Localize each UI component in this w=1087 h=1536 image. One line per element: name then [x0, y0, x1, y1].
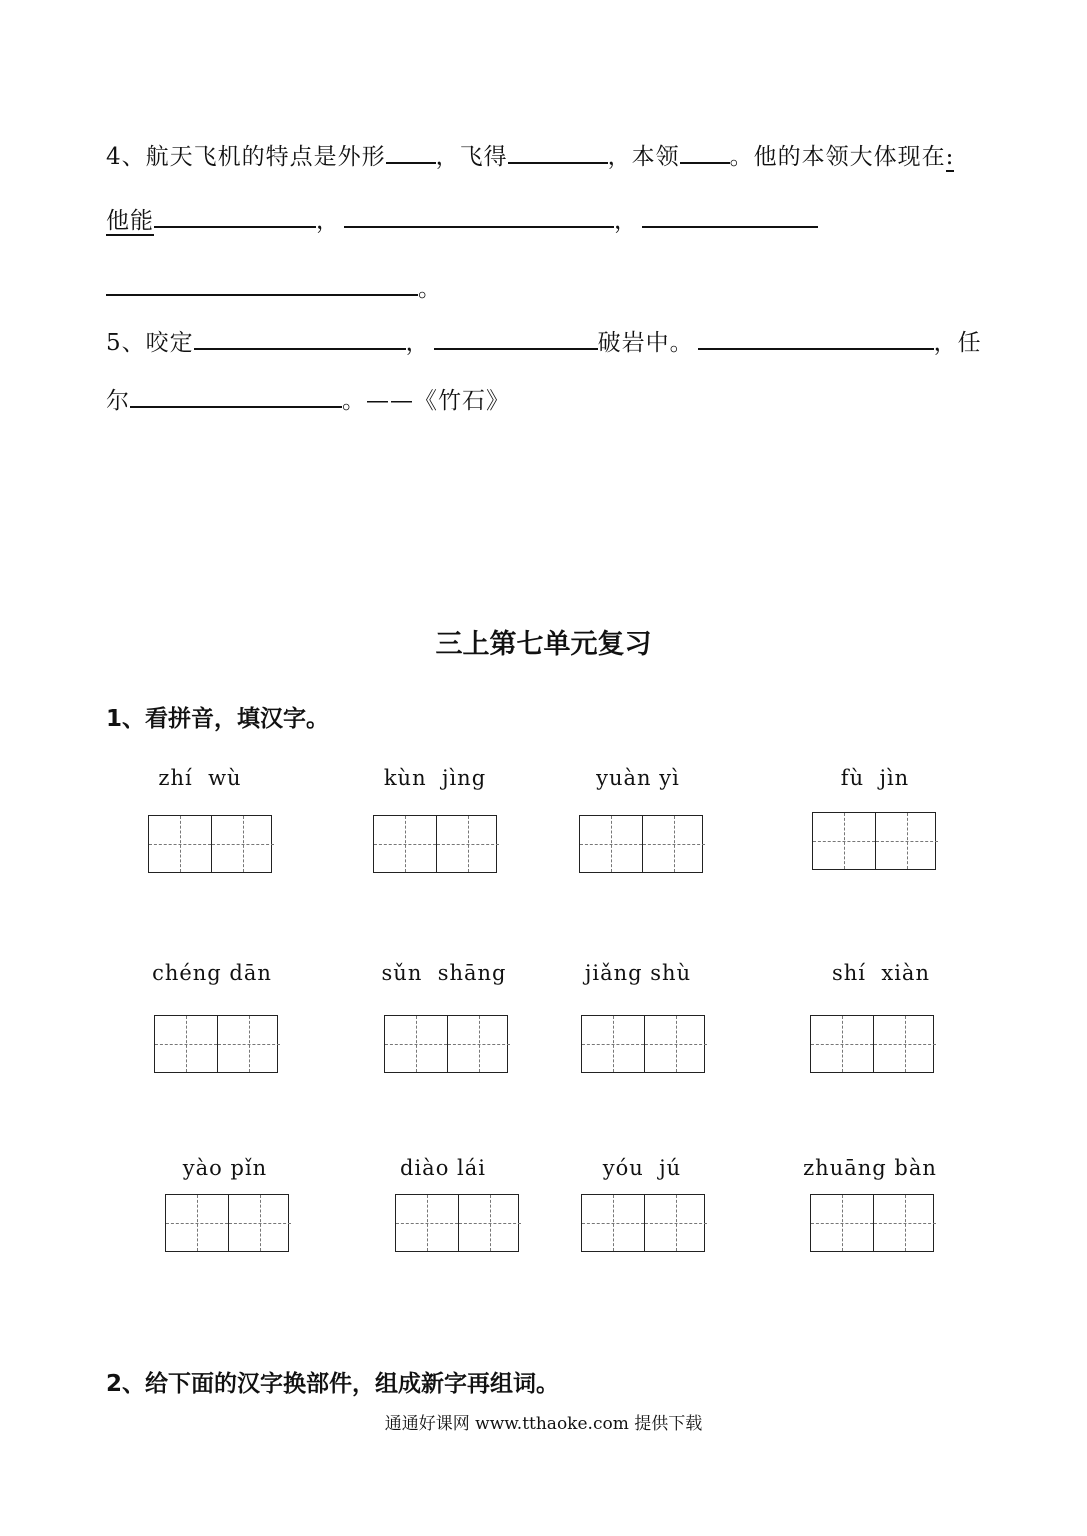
q4-blank-1[interactable] — [154, 204, 316, 228]
q4-blank-4[interactable] — [106, 272, 418, 296]
pinyin-8: shí xiàn — [832, 961, 930, 985]
q5-line1 — [106, 324, 982, 357]
section2-title: 2、给下面的汉字换部件，组成新字再组词。 — [106, 1371, 560, 1397]
q5-line2 — [106, 382, 510, 415]
q4-blank-ability[interactable] — [680, 140, 730, 164]
pinyin-4: fù jìn — [840, 766, 910, 790]
q4-colon: : — [945, 144, 955, 170]
writing-box-4[interactable] — [812, 812, 936, 870]
writing-box-6[interactable] — [384, 1015, 508, 1073]
pinyin-11: yóu jú — [602, 1156, 682, 1180]
q4-end: 。 — [418, 276, 442, 302]
q4-blank-2[interactable] — [344, 204, 614, 228]
q4-text-rest: 。他的本领大体现在 — [729, 144, 946, 170]
writing-box-11[interactable] — [581, 1194, 705, 1252]
pinyin-6: sǔn shāng — [381, 961, 507, 985]
q5-blank-1[interactable] — [194, 326, 406, 350]
writing-box-7[interactable] — [581, 1015, 705, 1073]
writing-box-9[interactable] — [165, 1194, 289, 1252]
q5-prefix: 5、咬定 — [106, 330, 194, 356]
q4-line3 — [106, 270, 442, 303]
q5-comma2: ，任 — [933, 330, 982, 356]
q5-blank-4[interactable] — [130, 384, 342, 408]
q4-line1 — [106, 138, 954, 171]
writing-box-5[interactable] — [154, 1015, 278, 1073]
writing-box-10[interactable] — [395, 1194, 519, 1252]
q4-text-fly: ，飞得 — [435, 144, 508, 170]
pinyin-3: yuàn yì — [596, 766, 680, 790]
writing-box-3[interactable] — [579, 815, 703, 873]
q5-blank-2[interactable] — [434, 326, 598, 350]
q5-comma: ， — [405, 330, 430, 356]
pinyin-10: diào lái — [400, 1156, 486, 1180]
pinyin-7: jiǎng shù — [584, 961, 692, 985]
q5-line2-start: 尔 — [106, 388, 130, 414]
writing-box-8[interactable] — [810, 1015, 934, 1073]
page-footer: 通通好课网 www.tthaoke.com 提供下载 — [384, 1414, 703, 1434]
writing-box-12[interactable] — [810, 1194, 934, 1252]
q4-text-ability: ，本领 — [607, 144, 680, 170]
q4-prefix: 4、航天飞机的特点是外形 — [106, 144, 386, 170]
pinyin-12: zhuāng bàn — [803, 1156, 937, 1180]
q5-source: 。——《竹石》 — [342, 388, 510, 414]
pinyin-5: chéng dān — [152, 961, 272, 985]
pinyin-1: zhí wù — [158, 766, 242, 790]
writing-box-1[interactable] — [148, 815, 272, 873]
q5-mid: 破岩中。 — [597, 330, 694, 356]
writing-box-2[interactable] — [373, 815, 497, 873]
q4-comma-b: ， — [614, 208, 638, 234]
q4-line2 — [106, 202, 818, 235]
section1-title: 1、看拼音，填汉字。 — [106, 706, 330, 732]
pinyin-2: kùn jìng — [383, 766, 487, 790]
q5-blank-3[interactable] — [698, 326, 934, 350]
q4-blank-3[interactable] — [642, 204, 818, 228]
q4-line2-start: 他能 — [106, 208, 154, 234]
q4-blank-shape[interactable] — [386, 140, 436, 164]
pinyin-9: yào pǐn — [182, 1156, 268, 1180]
q4-comma-a: ， — [316, 208, 340, 234]
q4-blank-speed[interactable] — [508, 140, 608, 164]
unit-title: 三上第七单元复习 — [435, 629, 652, 660]
